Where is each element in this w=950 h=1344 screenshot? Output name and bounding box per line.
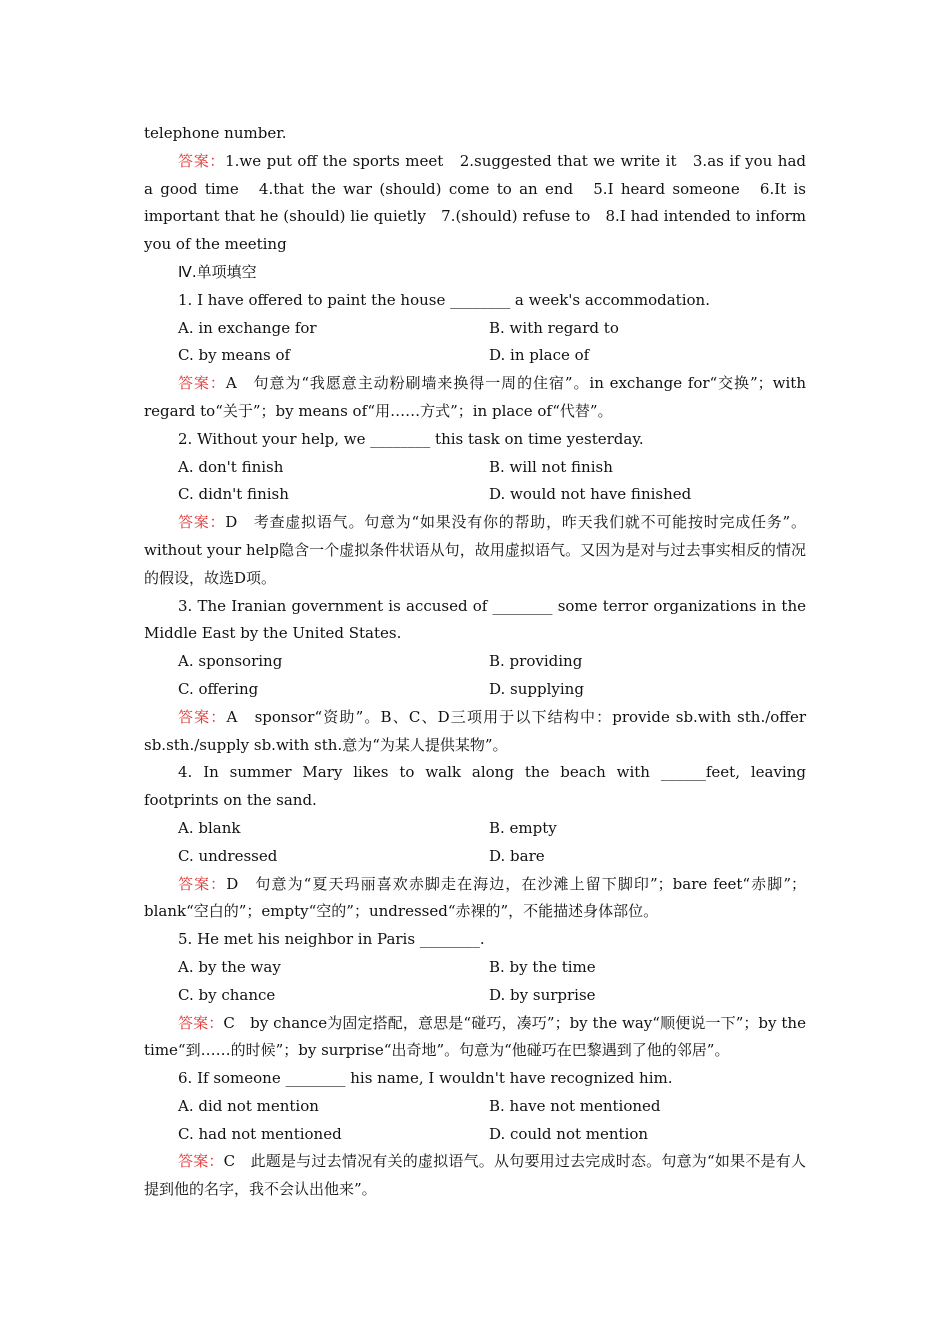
option-a: A. sponsoring: [178, 652, 283, 671]
answer-text: 1.we put off the sports meet 2.suggested that we write it 3.as if you had a good time 4.that the war (should) come to an end 5.I heard someone 6.It is important that he (should) lie quietly 7.(should) refuse to 8.I had intended to inform you of the meeting: [144, 151, 806, 254]
option-c: C. offering: [178, 679, 259, 698]
option-a: A. did not mention: [178, 1096, 319, 1115]
options-row: [144, 843, 806, 871]
translation-answer: [144, 148, 806, 259]
answer-text: C 此题是与过去情况有关的虚拟语气。从句要用过去完成时态。句意为“如果不是有人提到他的名字，我不会认出他来”。: [144, 1152, 806, 1199]
option-a: A. by the way: [178, 957, 281, 976]
option-b: B. by the time: [489, 957, 596, 976]
answer-text: A 句意为“我愿意主动粉刷墙来换得一周的住宿”。in exchange for“交换”；with regard to“关于”；by means of“用……方式”；in place of“代替”。: [144, 374, 806, 420]
option-b: B. empty: [489, 818, 557, 837]
answer-label: 答案：: [178, 151, 226, 170]
question-answer: [144, 509, 806, 592]
continuation-text: telephone number.: [144, 124, 287, 142]
option-c: C. didn't finish: [178, 485, 289, 504]
options-row: [144, 676, 806, 704]
option-c: C. undressed: [178, 846, 278, 865]
options-row: [144, 648, 806, 676]
question-stem: 4. In summer Mary likes to walk along the beach with ______feet, leaving footprints on the sand.: [144, 763, 806, 810]
answer-text: A sponsor“资助”。B、C、D三项用于以下结构中：provide sb.with sth./offer sb.sth./supply sb.with sth.意为“为某人提供某物”。: [144, 707, 806, 754]
answer-label: 答案：: [178, 874, 227, 893]
options-row: [144, 982, 806, 1010]
question-answer: [144, 704, 806, 760]
option-d: D. in place of: [489, 346, 590, 365]
option-b: B. have not mentioned: [489, 1096, 661, 1115]
question-stem: 1. I have offered to paint the house ________ a week's accommodation.: [178, 290, 710, 309]
option-a: A. in exchange for: [178, 318, 317, 337]
options-row: [144, 454, 806, 482]
answer-text: D 考查虚拟语气。句意为“如果没有你的帮助，昨天我们就不可能按时完成任务”。without your help隐含一个虚拟条件状语从句，故用虚拟语气。又因为是对与过去事实相反的情况的假设，故选D项。: [144, 513, 806, 587]
question-answer: [144, 370, 806, 426]
options-row: [144, 1093, 806, 1121]
option-d: D. bare: [489, 846, 545, 865]
answer-label: 答案：: [178, 1013, 224, 1032]
answer-label: 答案：: [178, 513, 226, 532]
answer-label: 答案：: [178, 374, 226, 393]
option-b: B. providing: [489, 652, 583, 671]
option-d: D. could not mention: [489, 1124, 649, 1143]
option-b: B. will not finish: [489, 457, 613, 476]
option-c: C. by means of: [178, 346, 291, 365]
answer-label: 答案：: [178, 707, 227, 726]
option-a: A. blank: [178, 818, 241, 837]
document-page: [144, 120, 806, 1204]
options-row: [144, 815, 806, 843]
question-stem: 3. The Iranian government is accused of ________ some terror organizations in the Middle East by the United States.: [144, 596, 806, 643]
option-c: C. had not mentioned: [178, 1124, 342, 1143]
options-row: [144, 1121, 806, 1149]
question-answer: [144, 1148, 806, 1204]
answer-text: D 句意为“夏天玛丽喜欢赤脚走在海边，在沙滩上留下脚印”；bare feet“赤脚”；blank“空白的”；empty“空的”；undressed“赤裸的”，不能描述身体部位。: [144, 874, 806, 921]
options-row: [144, 954, 806, 982]
option-d: D. supplying: [489, 679, 584, 698]
question-stem: 6. If someone ________ his name, I wouldn't have recognized him.: [178, 1069, 673, 1088]
option-b: B. with regard to: [489, 318, 619, 337]
options-row: [144, 342, 806, 370]
options-row: [144, 481, 806, 509]
option-d: D. would not have finished: [489, 485, 692, 504]
option-d: D. by surprise: [489, 985, 596, 1004]
question-answer: [144, 871, 806, 927]
answer-text: C by chance为固定搭配，意思是“碰巧，凑巧”；by the way“顺便说一下”；by the time“到……的时候”；by surprise“出奇地”。句意为“他碰巧在巴黎遇到了他的邻居”。: [144, 1013, 806, 1060]
option-a: A. don't finish: [178, 457, 284, 476]
options-row: [144, 315, 806, 343]
section-title: Ⅳ.单项填空: [178, 262, 257, 281]
answer-label: 答案：: [178, 1152, 224, 1171]
question-stem: 2. Without your help, we ________ this task on time yesterday.: [178, 429, 644, 448]
question-answer: [144, 1010, 806, 1066]
question-stem: 5. He met his neighbor in Paris ________.: [178, 930, 485, 949]
option-c: C. by chance: [178, 985, 276, 1004]
